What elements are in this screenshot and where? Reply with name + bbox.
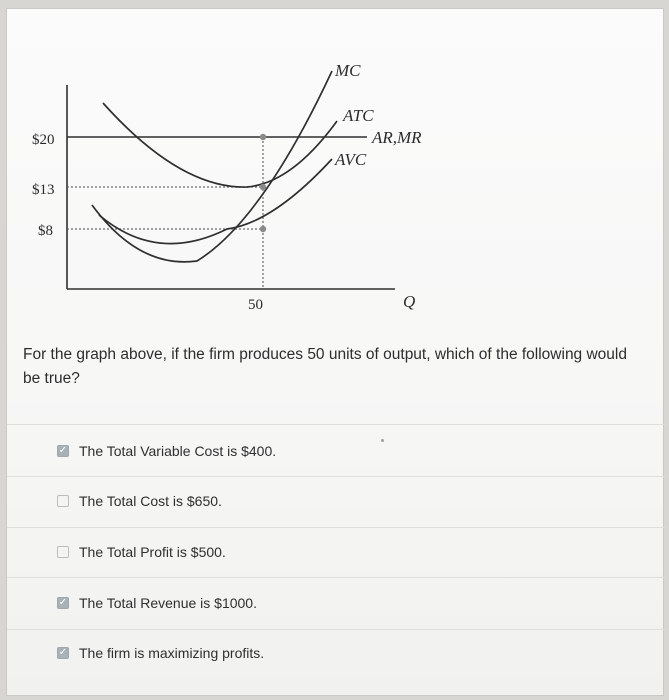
economics-graph [7,9,665,339]
avc-label: AVC [335,150,367,169]
answer-option-1-label: The Total Variable Cost is $400. [79,443,277,459]
price-13-label: $13 [32,182,55,198]
price-8-label: $8 [38,223,53,239]
price-20-label: $20 [32,132,55,148]
atc-label: ATC [343,106,374,125]
checkbox-checked-icon[interactable]: ✓ [58,647,68,658]
point-price-13 [260,184,266,190]
checkbox-checked-icon[interactable]: ✓ [58,597,68,608]
atc-curve [103,103,337,187]
answer-option-2-label: The Total Cost is $650. [79,493,222,509]
ar-mr-label: AR,MR [372,128,422,147]
answer-option-3[interactable] [57,544,226,560]
point-price-20 [260,134,266,140]
answer-option-4[interactable] [57,595,257,611]
point-price-8 [260,226,266,232]
divider-5 [7,629,665,630]
question-card [6,8,664,696]
stray-dot [381,439,384,442]
checkbox-unchecked-icon[interactable] [57,546,69,558]
divider-4 [7,577,665,578]
question-text: For the graph above, if the firm produces 50 units of output, which of the following would be true? [23,346,627,387]
divider-3 [7,527,665,528]
divider-1 [7,424,665,425]
answer-option-1[interactable] [57,443,276,459]
quantity-50-label: 50 [248,297,263,313]
avc-curve [99,159,332,244]
answer-option-3-label: The Total Profit is $500. [79,544,226,560]
answer-option-5[interactable] [57,645,264,661]
answer-option-2[interactable] [57,493,222,509]
checkbox-checked-icon[interactable]: ✓ [58,445,68,456]
mc-label: MC [335,61,361,80]
checkbox-unchecked-icon[interactable] [57,495,69,507]
q-label: Q [403,292,416,311]
divider-2 [7,476,665,477]
answer-option-5-label: The firm is maximizing profits. [79,645,265,661]
answer-option-4-label: The Total Revenue is $1000. [79,595,257,611]
